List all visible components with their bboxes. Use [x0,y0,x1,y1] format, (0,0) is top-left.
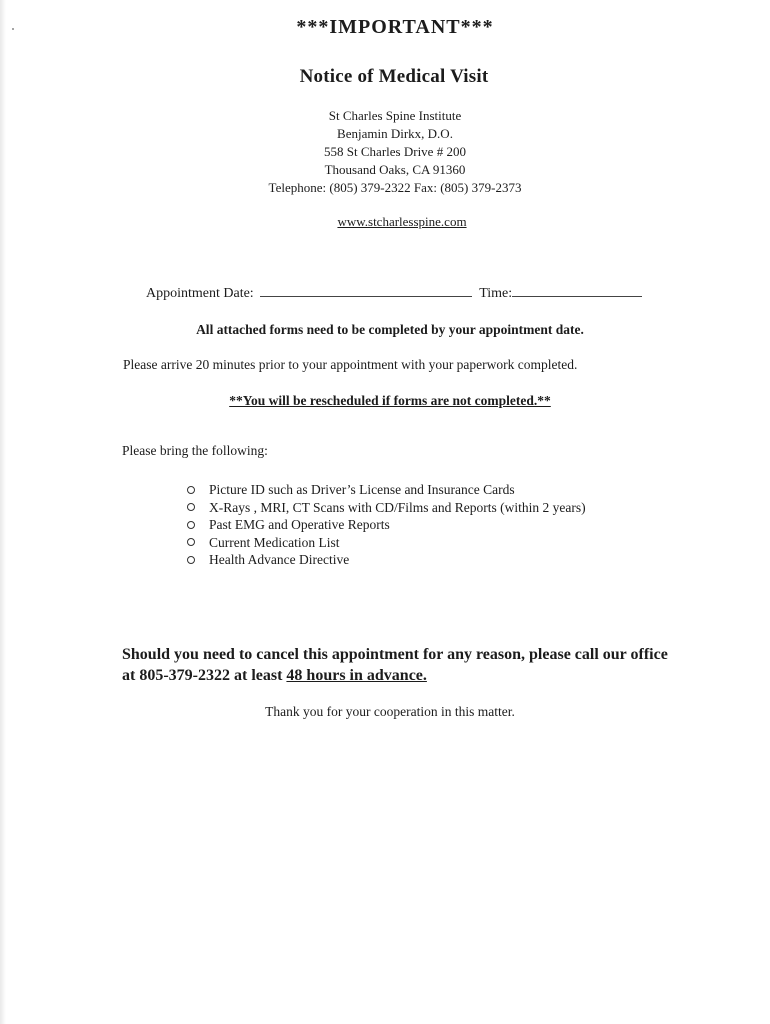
list-item [187,516,586,534]
appointment-date-label: Appointment Date: [146,286,254,301]
circle-bullet-icon [187,521,195,529]
cancellation-deadline: 48 hours in advance. [286,667,427,684]
appointment-row [146,284,642,302]
appointment-time-field[interactable] [512,284,642,297]
provider-doctor: Benjamin Dirkx, D.O. [337,126,453,141]
important-banner: ***IMPORTANT*** [296,16,494,38]
circle-bullet-icon [187,538,195,546]
cancellation-notice [122,644,682,686]
appointment-date-field[interactable] [260,284,472,297]
closing-thanks: Thank you for your cooperation in this matter. [265,704,515,719]
provider-name: St Charles Spine Institute [328,108,462,123]
circle-bullet-icon [187,486,195,494]
list-item-text: X-Rays , MRI, CT Scans with CD/Films and Reports (within 2 years) [209,499,586,515]
provider-website-link[interactable]: www.stcharlesspine.com [337,214,467,229]
list-item [187,499,586,517]
arrival-note: Please arrive 20 minutes prior to your appointment with your paperwork completed. [123,357,578,372]
provider-phone-fax: Telephone: (805) 379-2322 Fax: (805) 379-2373 [268,180,522,195]
provider-city: Thousand Oaks, CA 91360 [324,162,466,177]
list-item [187,481,586,499]
page-title: Notice of Medical Visit [299,66,489,87]
cancellation-text: Should you need to cancel this appointment for any reason, please call our office at 805-379-2322 at least [122,646,668,684]
list-item [187,551,586,569]
reschedule-warning: **You will be rescheduled if forms are not completed.** [229,393,551,408]
list-item-text: Past EMG and Operative Reports [209,517,390,532]
bring-list [187,481,586,569]
circle-bullet-icon [187,556,195,564]
list-item [187,534,586,552]
list-item-text: Current Medication List [209,534,340,550]
list-item-text: Health Advance Directive [209,552,350,567]
appointment-time-label: Time: [479,286,513,301]
provider-street: 558 St Charles Drive # 200 [324,144,466,159]
circle-bullet-icon [187,503,195,511]
forms-note: All attached forms need to be completed by your appointment date. [196,322,584,337]
bring-list-heading: Please bring the following: [122,443,268,458]
list-item-text: Picture ID such as Driver’s License and Insurance Cards [209,482,515,497]
